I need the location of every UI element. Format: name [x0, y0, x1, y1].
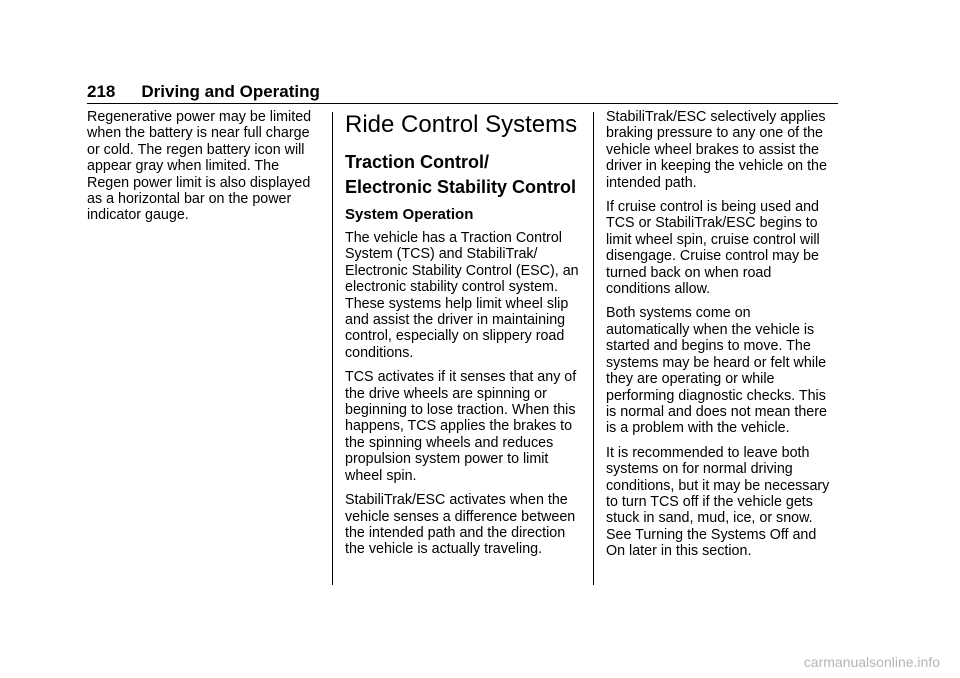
heading-ride-control-systems: Ride Control Systems: [345, 111, 578, 138]
column-divider-1: [332, 112, 333, 585]
column-3: [606, 109, 838, 568]
paragraph: Regenerative power may be limited when the battery is near full charge or cold. The regen battery icon will appear gray when limited. The Regen power limit is also displayed as a horizontal bar on the power indicator gauge.: [87, 109, 312, 224]
column-2: [345, 109, 581, 566]
watermark: carmanualsonline.info: [803, 654, 940, 670]
paragraph: StabiliTrak/ESC activates when the vehicle senses a difference between the intended path and the direction the vehicle is actually traveling.: [345, 492, 576, 558]
section-title: Driving and Operating: [141, 82, 320, 101]
paragraph: If cruise control is being used and TCS or StabiliTrak/ESC begins to limit wheel spin, cruise control will disengage. Cruise control may be turned back on when road conditions allow.: [606, 199, 820, 298]
paragraph: The vehicle has a Traction Control System (TCS) and StabiliTrak/ Electronic Stability Control (ESC), an electronic stability control system. These systems help limit wheel slip and assist the driver in maintaining control, especially on slippery road conditions.: [345, 230, 579, 361]
paragraph: It is recommended to leave both systems on for normal driving conditions, but it may be necessary to turn TCS off if the vehicle gets stuck in sand, mud, ice, or snow. See Turning the Systems Off and On later in this section.: [606, 444, 830, 560]
paragraph: TCS activates if it senses that any of the drive wheels are spinning or beginning to lose traction. When this happens, TCS applies the brakes to the spinning wheels and reduces propulsion system power to limit wheel spin.: [345, 369, 577, 484]
header-rule: [87, 103, 838, 104]
column-1: [87, 109, 319, 232]
column-divider-2: [593, 112, 594, 585]
paragraph: StabiliTrak/ESC selectively applies braking pressure to any one of the vehicle wheel brakes to assist the driver in keeping the vehicle on the intended path.: [606, 109, 827, 191]
page-header: [87, 82, 320, 102]
paragraph: Both systems come on automatically when the vehicle is started and begins to move. The systems may be heard or felt while they are operating or while performing diagnostic checks. This is normal and does not mean there is a problem with the vehicle.: [606, 305, 827, 437]
heading-system-operation: System Operation: [345, 206, 474, 223]
page-number: 218: [87, 82, 116, 101]
heading-traction-control: Traction Control/ Electronic Stability Control: [345, 152, 577, 197]
